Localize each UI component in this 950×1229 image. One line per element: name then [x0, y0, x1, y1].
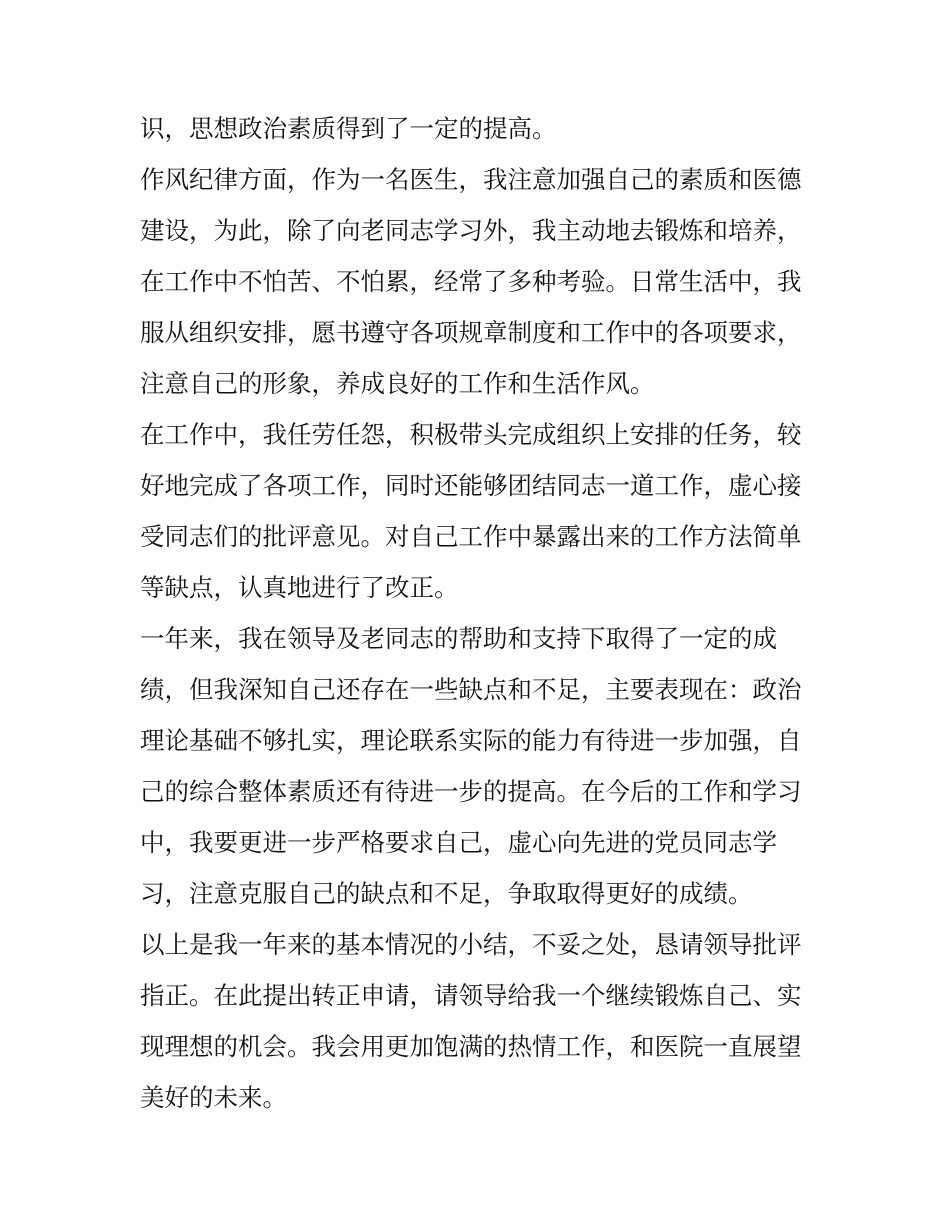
text-line: 注意自己的形象，养成良好的工作和生活作风。	[140, 369, 655, 398]
text-line: 服从组织安排，愿书遵守各项规章制度和工作中的各项要求，	[140, 318, 802, 347]
text-line: 中，我要更进一步严格要求自己，虚心向先进的党员同志学	[140, 828, 777, 857]
text-line: 以上是我一年来的基本情况的小结，不妥之处，恳请领导批评	[140, 930, 802, 959]
text-line: 理论基础不够扎实，理论联系实际的能力有待进一步加强，自	[140, 726, 802, 755]
text-line: 作风纪律方面，作为一名医生，我注意加强自己的素质和医德	[140, 165, 802, 194]
text-line: 己的综合整体素质还有待进一步的提高。在今后的工作和学习	[140, 777, 802, 806]
document-body	[140, 103, 820, 1123]
text-line: 在工作中不怕苦、不怕累，经常了多种考验。日常生活中，我	[140, 267, 802, 296]
text-line: 一年来，我在领导及老同志的帮助和支持下取得了一定的成	[140, 624, 777, 653]
text-line: 现理想的机会。我会用更加饱满的热情工作，和医院一直展望	[140, 1032, 802, 1061]
text-line: 等缺点，认真地进行了改正。	[140, 573, 459, 602]
text-line: 在工作中，我任劳任怨，积极带头完成组织上安排的任务，较	[140, 420, 802, 449]
text-line: 习，注意克服自己的缺点和不足，争取取得更好的成绩。	[140, 879, 753, 908]
text-line: 好地完成了各项工作，同时还能够团结同志一道工作，虚心接	[140, 471, 802, 500]
text-line: 识，思想政治素质得到了一定的提高。	[140, 114, 557, 143]
text-line: 绩，但我深知自己还存在一些缺点和不足，主要表现在：政治	[140, 675, 802, 704]
text-line: 美好的未来。	[140, 1083, 287, 1112]
text-line: 建设，为此，除了向老同志学习外，我主动地去锻炼和培养，	[140, 216, 802, 245]
text-line: 受同志们的批评意见。对自己工作中暴露出来的工作方法简单	[140, 522, 802, 551]
text-line: 指正。在此提出转正申请，请领导给我一个继续锻炼自己、实	[140, 981, 802, 1010]
